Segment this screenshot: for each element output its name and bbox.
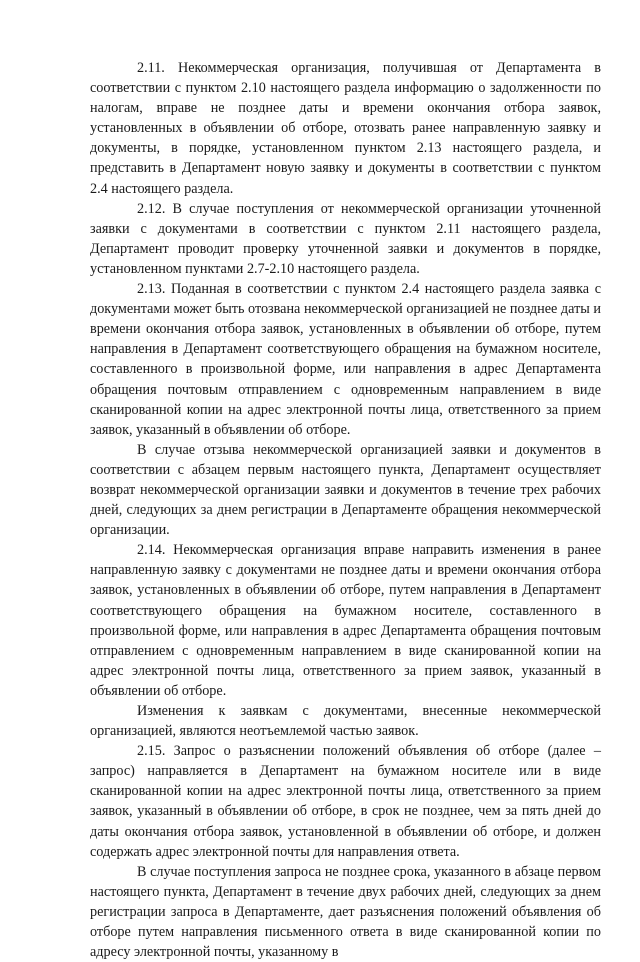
- document-page: [90, 58, 601, 962]
- paragraph-2-15: 2.15. Запрос о разъяснении положений объявления об отборе (далее – запрос) направляется в Департамент на бумажном носителе или в виде сканированной копии на адрес электронной почты лица, ответственного за прием заявок, указанный в объявлении об отборе, в срок не позднее, чем за пять дней до даты окончания отбора заявок, установленной в объявлении об отборе, и должен содержать адрес электронной почты для направления ответа.: [90, 743, 601, 860]
- paragraph-2-13-withdrawal: В случае отзыва некоммерческой организацией заявки и документов в соответствии с абзацем первым настоящего пункта, Департамент осуществляет возврат некоммерческой организации заявки и документов в течение трех рабочих дней, следующих за днем регистрации в Департаменте обращения некоммерческой организации.: [90, 441, 601, 539]
- paragraph-2-13: 2.13. Поданная в соответствии с пунктом 2.4 настоящего раздела заявка с документами может быть отозвана некоммерческой организацией не позднее даты и времени окончания отбора заявок, установленных в объявлении об отборе, путем направления в Департамент соответствующего обращения на бумажном носителе, составленного в произвольной форме, или направления в адрес Департамента обращения почтовым отправлением с одновременным направлением в виде сканированной копии на адрес электронной почты лица, ответственного за прием заявок, указанный в объявлении об отборе.: [90, 281, 601, 438]
- paragraph-2-12: 2.12. В случае поступления от некоммерческой организации уточненной заявки с документами в соответствии с пунктом 2.11 настоящего раздела, Департамент проводит проверку уточненной заявки и документов в порядке, установленном пунктами 2.7-2.10 настоящего раздела.: [90, 200, 601, 277]
- paragraph-2-14: 2.14. Некоммерческая организация вправе направить изменения в ранее направленную заявку с документами не позднее даты и времени окончания отбора заявок, установленных в объявлении об отборе, путем направления в Департамент соответствующего обращения на бумажном носителе, составленного в произвольной форме, или направления в адрес Департамента обращения почтовым отправлением с одновременным направлением в виде сканированной копии на адрес электронной почты лица, ответственного за прием заявок, указанный в объявлении об отборе.: [90, 542, 601, 699]
- paragraph-2-15-request: В случае поступления запроса не позднее срока, указанного в абзаце первом настоящего пункта, Департамент в течение двух рабочих дней, следующих за днем регистрации запроса в Департаменте, дает разъяснения положений объявления об отборе путем направления письменного ответа в виде сканированной копии по адресу электронной почты, указанному в: [90, 863, 601, 961]
- paragraph-2-14-changes: Изменения к заявкам с документами, внесенные некоммерческой организацией, являются неотъемлемой частью заявок.: [90, 703, 601, 740]
- paragraph-2-11: 2.11. Некоммерческая организация, получившая от Департамента в соответствии с пунктом 2.10 настоящего раздела информацию о задолженности по налогам, вправе не позднее даты и времени окончания отбора заявок, установленных в объявлении об отборе, отозвать ранее направленную заявку и документы, в порядке, установленном пунктом 2.13 настоящего раздела, и представить в Департамент новую заявку и документы в соответствии с пунктом 2.4 настоящего раздела.: [90, 60, 601, 197]
